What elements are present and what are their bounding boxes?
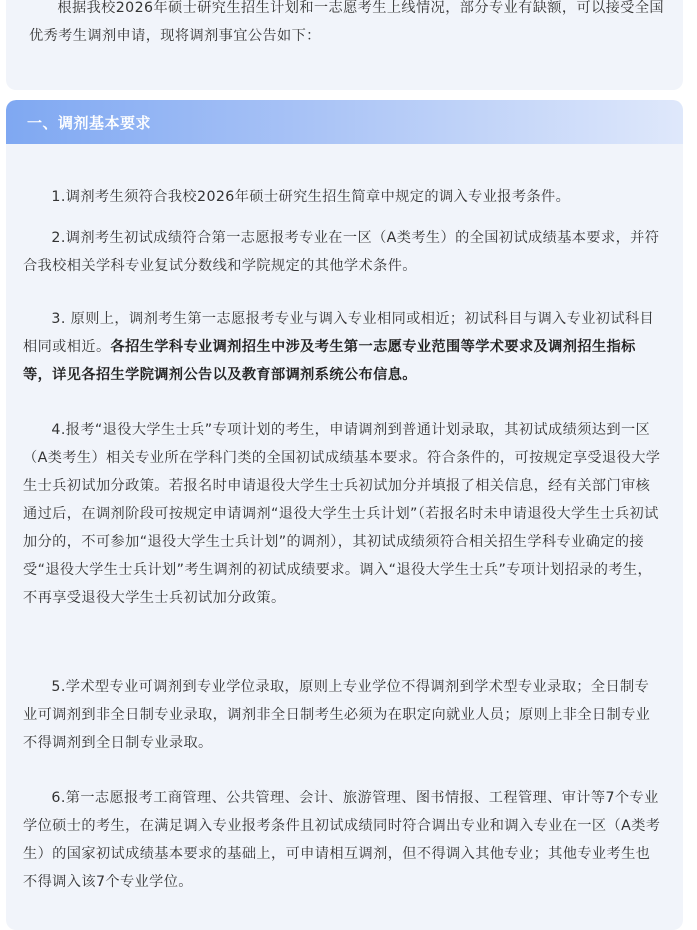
requirement-item-5 — [23, 673, 663, 757]
requirement-item-4-text: 4.报考“退役大学生士兵”专项计划的考生，申请调剂到普通计划录取，其初试成绩须达到一区（A类考生）相关专业所在学科门类的全国初试成绩基本要求。符合条件的，可按规定享受退役大学生士兵初试加分政策。若报名时申请退役大学生士兵初试加分并填报了相关信息，经有关部门审核通过后，在调剂阶段可按规定申请调剂“退役大学生士兵计划”（若报名时未申请退役大学生士兵初试加分的，不可参加“退役大学生士兵计划”的调剂），其初试成绩须符合相关招生学科专业确定的接受“退役大学生士兵计划”考生调剂的初试成绩要求。调入“退役大学生士兵”专项计划招录的考生，不再享受退役大学生士兵初试加分政策。 — [23, 422, 661, 606]
intro-paragraph: 根据我校2026年硕士研究生招生计划和一志愿考生上线情况，部分专业有缺额，可以接受全国优秀考生调剂申请，现将调剂事宜公告如下： — [29, 0, 665, 44]
section-header — [6, 100, 683, 144]
requirement-item-3-text: 3. 原则上，调剂考生第一志愿报考专业与调入专业相同或相近；初试科目与调入专业初试科目相同或相近。 — [23, 311, 655, 355]
requirement-item-3-bold-text: 各招生学科专业调剂招生中涉及考生第一志愿专业范围等学术要求及调剂招生指标等，详见各招生学院调剂公告以及教育部调剂系统公布信息。 — [23, 339, 636, 383]
requirement-item-6-text: 6.第一志愿报考工商管理、公共管理、会计、旅游管理、图书情报、工程管理、审计等7个专业学位硕士的考生，在满足调入专业报考条件且初试成绩同时符合调出专业和调入专业在一区（A类考生）的国家初试成绩基本要求的基础上，可申请相互调剂，但不得调入其他专业；其他专业考生也不得调入该7个专业学位。 — [23, 790, 661, 890]
requirement-item-5-text: 5.学术型专业可调剂到专业学位录取，原则上专业学位不得调剂到学术型专业录取；全日制专业可调剂到非全日制专业录取，调剂非全日制考生必须为在职定向就业人员；原则上非全日制专业不得调剂到全日制专业录取。 — [23, 679, 651, 751]
requirement-item-6 — [23, 784, 663, 896]
requirement-item-1-text: 1.调剂考生须符合我校2026年硕士研究生招生简章中规定的调入专业报考条件。 — [51, 189, 571, 205]
section-title: 一、调剂基本要求 — [27, 113, 152, 132]
intro-card — [6, 0, 683, 90]
requirement-item-4 — [23, 416, 663, 612]
requirement-item-3 — [23, 305, 663, 389]
requirement-item-2 — [23, 224, 663, 280]
requirement-item-2-text: 2.调剂考生初试成绩符合第一志愿报考专业在一区（A类考生）的全国初试成绩基本要求，并符合我校相关学科专业复试分数线和学院规定的其他学术条件。 — [23, 230, 660, 274]
requirement-item-1 — [23, 183, 663, 211]
